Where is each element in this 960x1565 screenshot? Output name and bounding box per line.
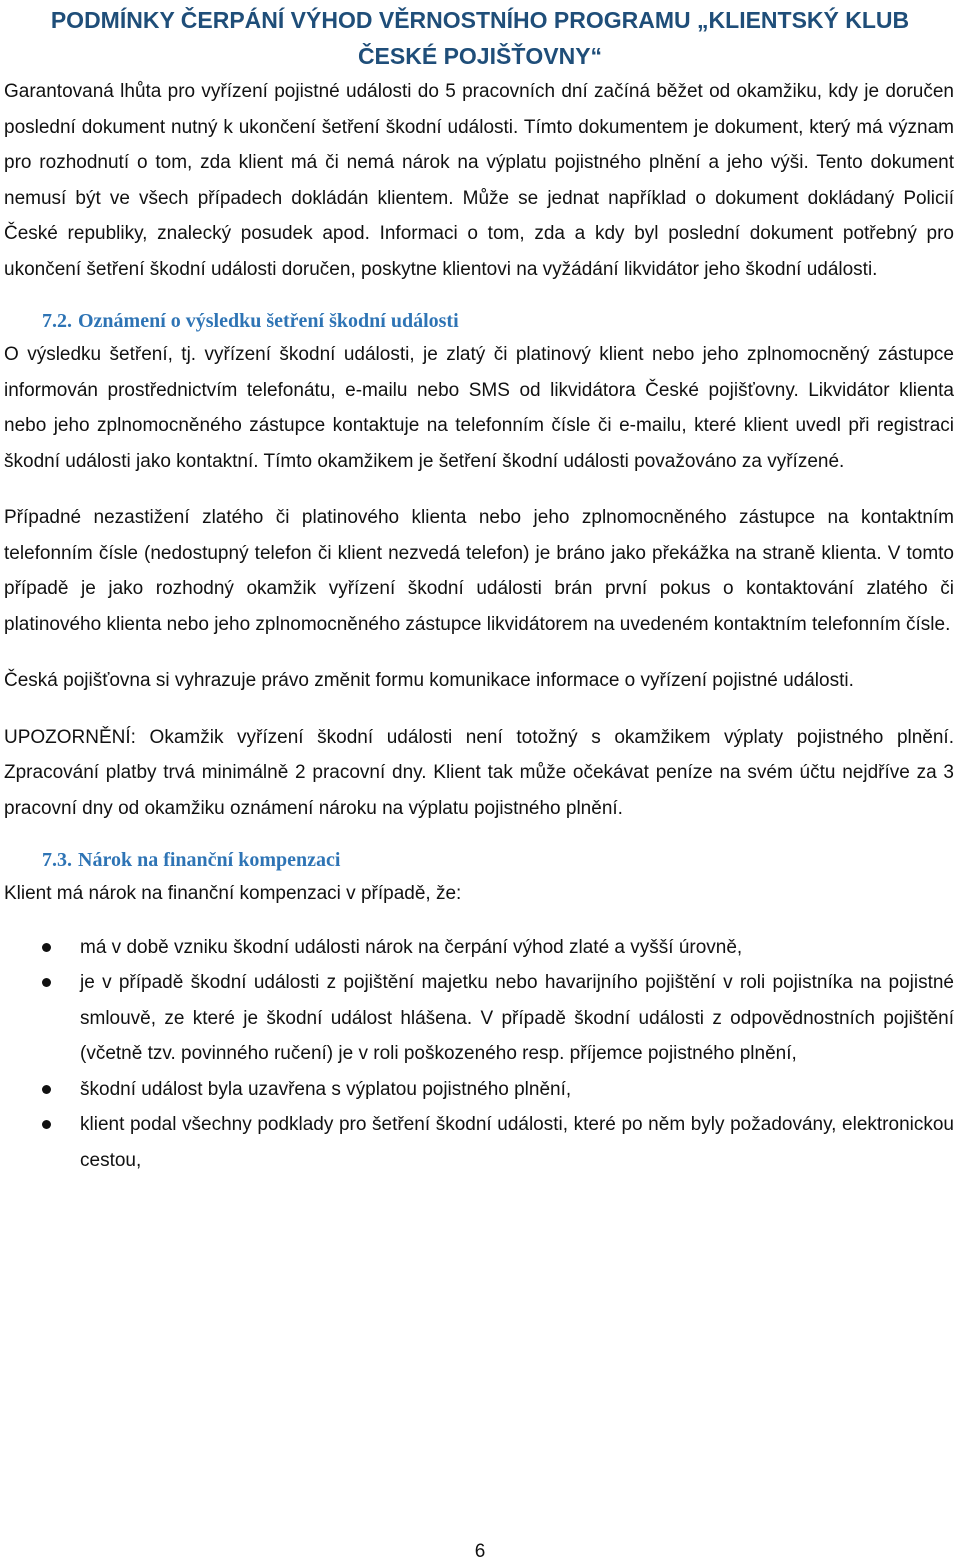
paragraph-warning: UPOZORNĚNÍ: Okamžik vyřízení škodní události není totožný s okamžikem výplaty pojistného plnění. Zpracování platby trvá minimálně 2 pracovní dny. Klient tak může očekávat peníze na svém účtu nejdříve za 3 pracovní dny od okamžiku oznámení nároku na výplatu pojistného plnění. xyxy=(4,726,954,819)
list-item xyxy=(4,965,954,1072)
bullet-icon xyxy=(42,1085,51,1094)
bullet-icon xyxy=(42,978,51,987)
bullet-icon xyxy=(42,1120,51,1129)
bullet-icon xyxy=(42,943,51,952)
list-item xyxy=(4,1107,954,1178)
section-title-7-2: Oznámení o výsledku šetření škodní události xyxy=(78,310,459,332)
document-content xyxy=(0,74,960,1178)
section-title-7-3: Nárok na finanční kompenzaci xyxy=(78,849,341,871)
section-number-7-3: 7.3. xyxy=(42,849,72,871)
list-item-text: škodní událost byla uzavřena s výplatou pojistného plnění, xyxy=(80,1078,572,1100)
section-heading-7-3 xyxy=(4,844,954,876)
document-title: PODMÍNKY ČERPÁNÍ VÝHOD VĚRNOSTNÍHO PROGRAMU „KLIENTSKÝ KLUB ČESKÉ POJIŠŤOVNY“ xyxy=(50,7,910,69)
paragraph-unreachable-client: Případné nezastižení zlatého či platinového klienta nebo jeho zplnomocněného zástupce na kontaktním telefonním čísle (nedostupný telefon či klient nezvedá telefon) je bráno jako překážka na straně klienta. V tomto případě je jako rozhodný okamžik vyřízení škodní události brán první pokus o kontaktování zlatého či platinového klienta nebo jeho zplnomocněného zástupce likvidátorem na uvedeném kontaktním telefonním čísle. xyxy=(4,507,954,635)
list-item-text: je v případě škodní události z pojištění majetku nebo havarijního pojištění v roli pojistníka na pojistné smlouvě, ze které je škodní událost hlášena. V případě škodní události z odpovědnostních pojištění (včetně tzv. povinného ručení) je v roli poškozeného resp. příjemce pojistného plnění, xyxy=(80,972,954,1064)
section-heading-7-2 xyxy=(4,305,954,337)
list-item xyxy=(4,930,954,966)
page-number: 6 xyxy=(474,1541,486,1562)
compensation-conditions-list xyxy=(4,930,954,1179)
intro-paragraph: Garantovaná lhůta pro vyřízení pojistné události do 5 pracovních dní začíná běžet od okamžiku, kdy je doručen poslední dokument nutný k ukončení šetření škodní události. Tímto dokumentem je dokument, který má význam pro rozhodnutí o tom, zda klient má či nemá nárok na výplatu pojistného plnění a jeho výši. Tento dokument nemusí být ve všech případech dokládán klientem. Může se jednat například o dokument dokládaný Policií České republiky, znalecký posudek apod. Informaci o tom, zda a kdy byl poslední dokument potřebný pro ukončení šetření škodní události doručen, poskytne klientovi na vyžádání likvidátor jeho škodní události. xyxy=(4,81,954,280)
section-number-7-2: 7.2. xyxy=(42,310,72,332)
list-item xyxy=(4,1072,954,1108)
paragraph-communication-change: Česká pojišťovna si vyhrazuje právo změnit formu komunikace informace o vyřízení pojistné události. xyxy=(4,670,854,691)
paragraph-compensation-intro: Klient má nárok na finanční kompenzaci v případě, že: xyxy=(4,883,462,904)
paragraph-result-notification: O výsledku šetření, tj. vyřízení škodní události, je zlatý či platinový klient nebo jeho zplnomocněný zástupce informován prostřednictvím telefonátu, e-mailu nebo SMS od likvidátora České pojišťovny. Likvidátor klienta nebo jeho zplnomocněného zástupce kontaktuje na telefonním čísle či e-mailu, které klient uvedl při registraci škodní události jako kontaktní. Tímto okamžikem je šetření škodní události považováno za vyřízené. xyxy=(4,344,954,472)
list-item-text: klient podal všechny podklady pro šetření škodní události, které po něm byly požadovány, elektronickou cestou, xyxy=(80,1114,954,1171)
list-item-text: má v době vzniku škodní události nárok na čerpání výhod zlaté a vyšší úrovně, xyxy=(80,936,743,958)
